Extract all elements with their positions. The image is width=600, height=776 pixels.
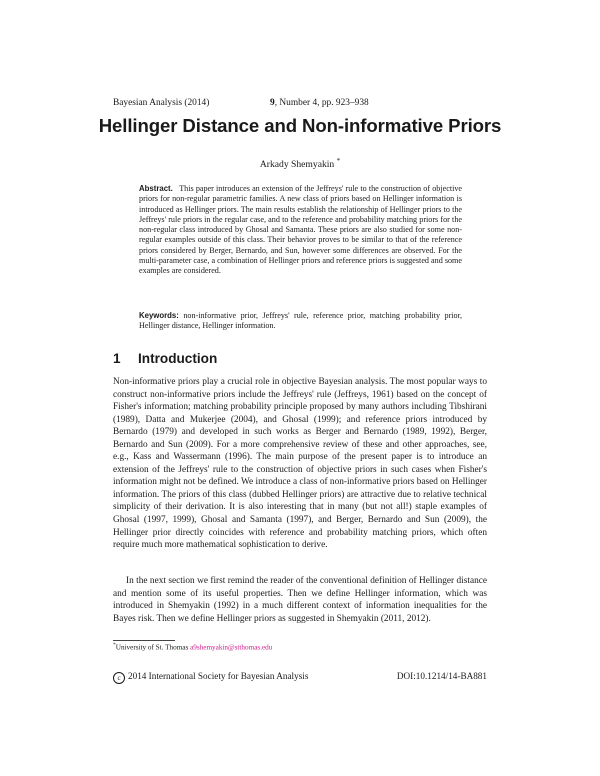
footnote-affiliation: University of St. Thomas [115,643,189,652]
abstract-label: Abstract. [139,184,173,193]
copyright-notice [113,671,308,684]
author-line [100,157,500,170]
journal-name: Bayesian Analysis (2014) [113,98,210,108]
copyright-text: 2014 International Society for Bayesian Analysis [128,671,309,681]
intro-paragraph-2: In the next section we first remind the reader of the conventional definition of Hellinger distance and mention some of its useful properties. Then we define Hellinger information, which was introduced in Shemyakin (1992) in a much different context of information inequalities for the Bayes risk. Then we define Hellinger priors as suggested in Shemyakin (2011, 2012). [113,576,487,624]
volume-info [270,98,369,108]
section-title: Introduction [138,351,218,366]
section-heading [113,351,217,366]
author-name: Arkady Shemyakin [259,159,335,171]
section-number: 1 [113,351,121,366]
abstract-text: This paper introduces an extension of the Jeffreys' rule to the construction of objective priors for non-regular parametric families. A new class of priors based on Hellinger information is introduced as Hellinger priors. The main results establish the relationship of Hellinger priors to the Jeffreys' rule priors in the regular case, and to the reference and probability matching priors for the non-regular class introduced by Ghosal and Samanta. These priors are also studied for some non-regular examples outside of this class. Their behavior proves to be similar to that of the reference priors considered by Berger, Bernardo, and Sun, however some differences are observed. For the multi-parameter case, a combination of Hellinger priors and reference priors is suggested and some examples are considered. [139,184,462,276]
footnote [113,642,487,651]
footnote-mark: * [113,642,116,648]
doi-link[interactable]: DOI:10.1214/14-BA881 [396,671,487,681]
issue-pages: , Number 4, pp. 923–938 [274,98,369,108]
intro-paragraph-1: Non-informative priors play a crucial role in objective Bayesian analysis. The most popular ways to construct non-informative priors include the Jeffreys' rule (Jeffreys, 1961) based on the concept of Fisher's information; matching probability principle proposed by many authors including Tibshirani (1989), Datta and Mukerjee (2004), and Ghosal (1999); and reference priors introduced by Bernardo (1979) and developed in such works as Berger and Bernardo (1989, 1992), Berger, Bernardo and Sun (2009). For a more comprehensive review of these and other approaches, see, e.g., Kass and Wassermann (1996). The main purpose of the present paper is to introduce an extension of the Jeffreys' rule to the construction of objective priors in such cases when Fisher's information might not be defined. We introduce a class of non-informative priors based on Hellinger information. The priors of this class (dubbed Hellinger priors) are attractive due to relative technical simplicity of their derivation. It is also interesting that in many (but not all!) staple examples of Ghosal (1997, 1999), Ghosal and Samanta (1997), and Berger, Bernardo and Sun (2009), the Hellinger prior directly coincides with reference and probability matching priors, which often require much more mathematical sophistication to derive. [113,377,487,551]
author-email-link[interactable]: a9shemyakin@stthomas.edu [190,643,273,652]
keywords-label: Keywords: [139,311,179,320]
author-footnote-mark[interactable]: * [336,157,341,165]
footnote-rule [113,640,175,641]
copyright-icon: c [113,672,125,684]
keywords-text: non-informative prior, Jeffreys' rule, reference prior, matching probability prior, Hellinger distance, Hellinger information. [139,311,463,331]
paper-title: Hellinger Distance and Non-informative Priors [98,115,502,136]
volume-number: 9 [270,98,275,108]
abstract [139,184,462,277]
keywords [139,311,462,332]
